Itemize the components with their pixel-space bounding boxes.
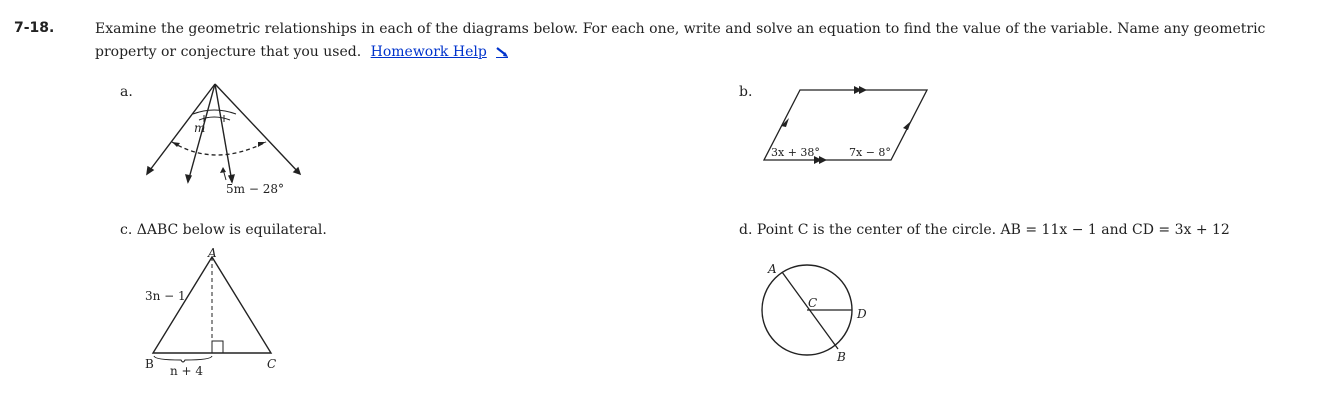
diagram-c [135,243,295,383]
part-d-label: d. Point C is the center of the circle. AB = 11x − 1 and CD = 3x + 12 [739,222,1230,238]
prompt-text: Examine the geometric relationships in each of the diagrams below. For each one, write and solve an equation to find the value of the variable. Name any geometric property or conjecture that you used. [95,21,1266,60]
right-angle-marker [212,341,223,353]
angle-right-b: 7x − 8° [849,146,891,159]
diagram-b [755,80,935,170]
vertex-c: C [267,357,277,371]
point-b: B [837,350,846,364]
vertex-a: A [208,246,217,260]
part-a-label: a. [120,84,133,100]
part-c-label: c. ΔABC below is equilateral. [120,222,327,238]
point-d: D [857,307,867,321]
homework-help-link[interactable]: Homework Help [370,44,487,60]
angle-left-b: 3x + 38° [771,146,820,159]
angle-label-m: m [194,121,206,135]
side-expression-c: 3n − 1 [145,289,186,303]
half-base-expression-c: n + 4 [170,364,204,378]
point-c: C [808,296,818,310]
diagram-a [130,76,320,200]
vertex-b: B [145,357,154,371]
point-a: A [768,262,777,276]
part-b-label: b. [739,84,753,100]
angle-expression-a: 5m − 28° [226,182,284,196]
problem-prompt [95,18,1310,64]
problem-number: 7-18. [14,20,55,36]
diagram-d [755,257,895,369]
pencil-icon[interactable] [495,46,509,58]
